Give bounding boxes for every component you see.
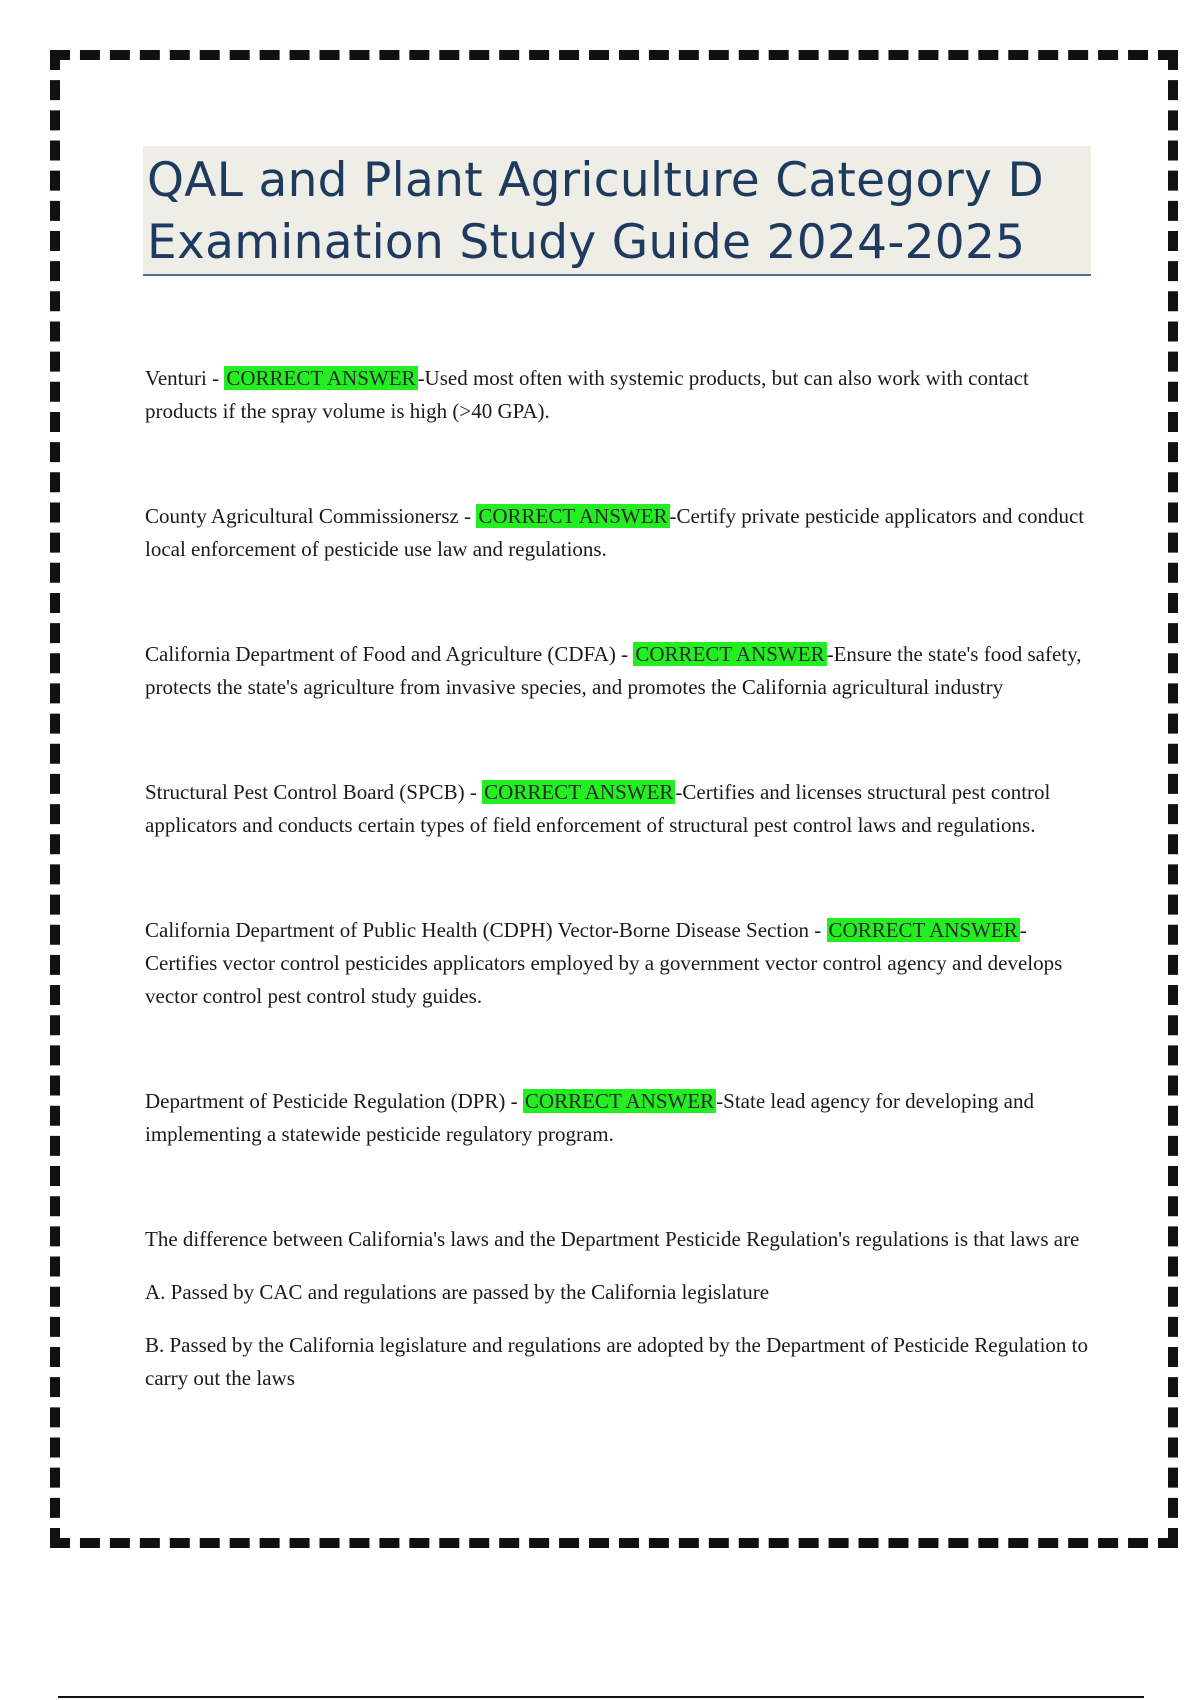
answer-text: -State lead agency for developing and implementing a statewide pesticide regulatory program. bbox=[145, 1089, 1034, 1146]
correct-answer-highlight: CORRECT ANSWER bbox=[484, 780, 674, 804]
term-text: County Agricultural Commissionersz - bbox=[145, 504, 477, 528]
question-text: The difference between California's laws and the Department Pesticide Regulation's regulations is that laws are bbox=[145, 1227, 1080, 1251]
title-line-1: QAL and Plant Agriculture Category D bbox=[147, 153, 1045, 208]
document-title bbox=[143, 146, 1091, 276]
correct-answer-highlight: CORRECT ANSWER bbox=[226, 366, 416, 390]
qa-entry bbox=[145, 362, 1090, 428]
term-text: California Department of Public Health (CDPH) Vector-Borne Disease Section - bbox=[145, 918, 827, 942]
correct-answer-highlight: CORRECT ANSWER bbox=[635, 642, 825, 666]
option-b: B. Passed by the California legislature and regulations are adopted by the Department of Pesticide Regulation to carry out the laws bbox=[145, 1333, 1089, 1390]
term-text: Venturi - bbox=[145, 366, 225, 390]
page-bottom-rule bbox=[58, 1696, 1144, 1698]
answer-text: -Ensure the state's food safety, protects the state's agriculture from invasive species, and promotes the California agricultural industry bbox=[145, 642, 1082, 699]
correct-answer-highlight: CORRECT ANSWER bbox=[478, 504, 668, 528]
qa-entry bbox=[145, 776, 1090, 842]
correct-answer-highlight: CORRECT ANSWER bbox=[524, 1089, 715, 1113]
term-text: Structural Pest Control Board (SPCB) - bbox=[145, 780, 483, 804]
qa-entry bbox=[145, 914, 1090, 1013]
answer-text: -Certifies and licenses structural pest control applicators and conducts certain types of field enforcement of structural pest control laws and regulations. bbox=[145, 780, 1051, 837]
term-text: Department of Pesticide Regulation (DPR) - bbox=[145, 1089, 523, 1113]
correct-answer-highlight: CORRECT ANSWER bbox=[828, 918, 1018, 942]
option-a: A. Passed by CAC and regulations are passed by the California legislature bbox=[145, 1280, 770, 1304]
answer-text: -Certifies vector control pesticides applicators employed by a government vector control agency and develops vector control pest control study guides. bbox=[145, 918, 1063, 1008]
qa-entry bbox=[145, 500, 1090, 566]
term-text: California Department of Food and Agriculture (CDFA) - bbox=[145, 642, 634, 666]
study-guide-content bbox=[145, 362, 1090, 1395]
answer-text: -Used most often with systemic products, but can also work with contact products if the spray volume is high (>40 GPA). bbox=[145, 366, 1029, 423]
qa-entry bbox=[145, 638, 1090, 704]
title-line-2: Examination Study Guide 2024-2025 bbox=[147, 215, 1026, 270]
qa-entry bbox=[145, 1085, 1090, 1151]
answer-text: -Certify private pesticide applicators and conduct local enforcement of pesticide use law and regulations. bbox=[145, 504, 1085, 561]
